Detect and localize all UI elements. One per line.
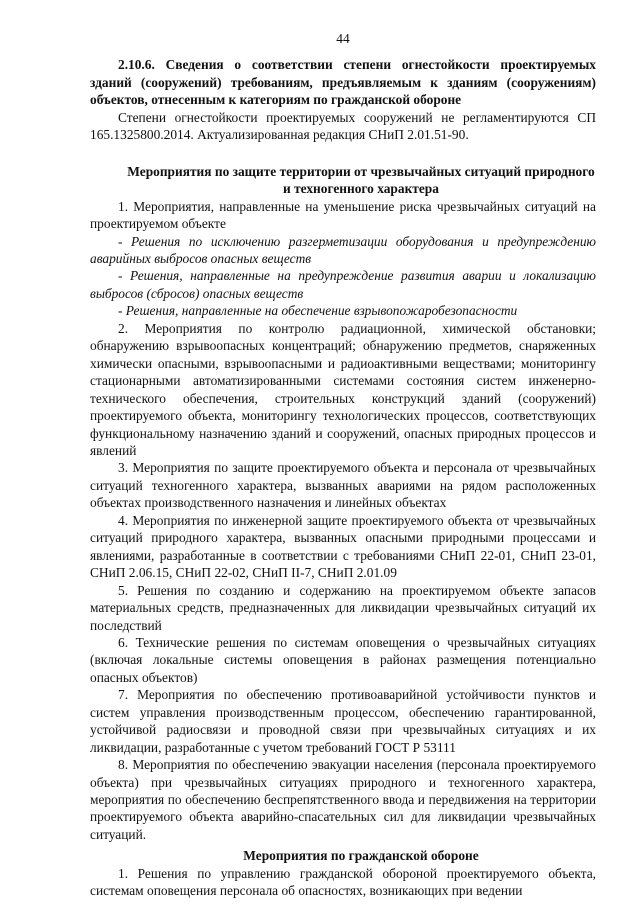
emergency-item-4: 4. Мероприятия по инженерной защите проектируемого объекта от чрезвычайных ситуаций природного характера, вызванных опасными природными процессами и явлениями, разработанные в соответствии с требованиями СНиП 22-01, СНиП 23-01, СНиП 2.06.15, СНиП 22-02, СНиП II-7, СНиП 2.01.09 xyxy=(90,512,596,581)
emergency-heading: Мероприятия по защите территории от чрезвычайных ситуаций природного и техногенного характера xyxy=(127,163,595,197)
document-page xyxy=(90,30,596,900)
emergency-item-1: 1. Мероприятия, направленные на уменьшение риска чрезвычайных ситуаций на проектируемом объекте xyxy=(90,198,596,232)
emergency-bullet-1: - Решения по исключению разгерметизации оборудования и предупреждению аварийных выбросов опасных веществ xyxy=(90,233,596,266)
civil-defense-heading: Мероприятия по гражданской обороне xyxy=(243,848,479,864)
emergency-item-5: 5. Решения по созданию и содержанию на проектируемом объекте запасов материальных средств, предназначенных для ликвидации чрезвычайных ситуаций их последствий xyxy=(90,582,596,633)
section-body-2-10-6: Степени огнестойкости проектируемых сооружений не регламентируются СП 165.1325800.2014. Актуализированная редакция СНиП 2.01.51-90. xyxy=(90,109,596,143)
emergency-bullet-2: - Решения, направленные на предупреждение развития аварии и локализацию выбросов (сбросов) опасных веществ xyxy=(90,268,596,301)
emergency-bullet-3: - Решения, направленные на обеспечение взрывопожаробезопасности xyxy=(118,303,518,319)
page-number: 44 xyxy=(336,31,350,46)
emergency-item-6: 6. Технические решения по системам оповещения о чрезвычайных ситуациях (включая локальные системы оповещения в районах размещения потенциально опасных объектов) xyxy=(90,634,596,685)
section-heading-2-10-6: 2.10.6. Сведения о соответствии степени огнестойкости проектируемых зданий (сооружений) требованиям, предъявляемым к зданиям (сооружениям) объектов, отнесенным к категориям по гражданской обороне xyxy=(90,57,596,108)
emergency-item-8: 8. Мероприятия по обеспечению эвакуации населения (персонала проектируемого объекта) при чрезвычайных ситуациях природного и техногенного характера, мероприятия по обеспечению беспрепятственного ввода и передвижения на территории проектируемого объекта аварийно-спасательных сил для ликвидации чрезвычайных ситуаций. xyxy=(90,757,596,842)
civil-defense-item-1: 1. Решения по управлению гражданской обороной проектируемого объекта, системам оповещения персонала об опасностях, возникающих при ведении xyxy=(90,865,596,899)
emergency-item-3: 3. Мероприятия по защите проектируемого объекта и персонала от чрезвычайных ситуаций техногенного характера, вызванных авариями на рядом расположенных объектах производственного назначения и линейных объектах xyxy=(90,460,596,511)
emergency-item-7: 7. Мероприятия по обеспечению противоаварийной устойчивости пунктов и систем управления производственным процессом, обеспечению гарантированной, устойчивой радиосвязи и проводной связи при чрезвычайных ситуациях и их ликвидации, разработанные с учетом требований ГОСТ Р 53111 xyxy=(90,687,596,755)
emergency-item-2: 2. Мероприятия по контролю радиационной, химической обстановки; обнаружению взрывоопасных концентраций; обнаружению предметов, снаряженных химически опасными, взрывоопасными и радиоактивными веществами; мониторингу стационарными автоматизированными системами состояния систем инженерно-технического обеспечения, строительных конструкций зданий (сооружений) проектируемого объекта, мониторингу технологических процессов, соответствующих функциональному назначению зданий и сооружений, опасных природных процессов и явлений xyxy=(90,320,596,458)
